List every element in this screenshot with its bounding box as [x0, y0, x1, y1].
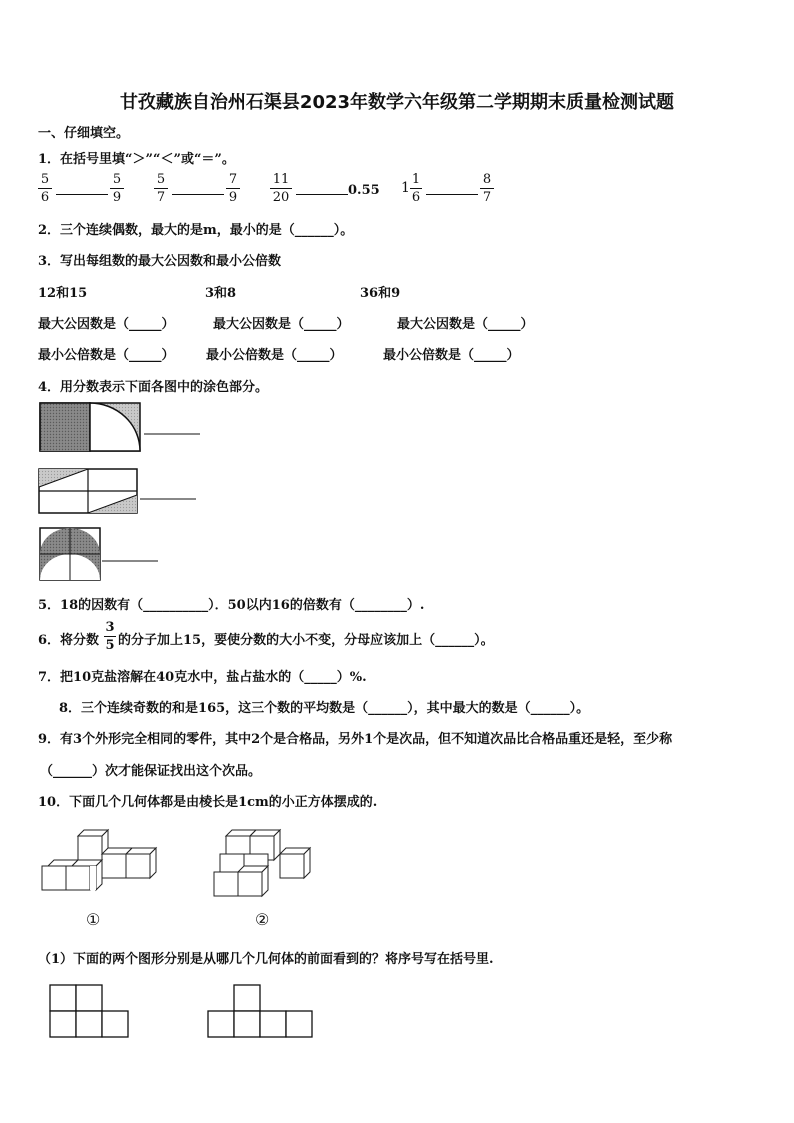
- numerator: 3: [105, 620, 115, 635]
- question-9-line-1: 9．有3个外形完全相同的零件，其中2个是合格品，另外1个是次品，但不知道次品比合格品重还是轻，至少称: [38, 732, 673, 747]
- question-6-before: 6．将分数: [38, 633, 100, 648]
- denominator: 6: [40, 190, 50, 205]
- question-4: 4．用分数表示下面各图中的涂色部分。: [38, 380, 269, 395]
- q3-lcm-1: 最小公倍数是（_____）: [38, 348, 175, 363]
- q1-fraction-a1: [38, 172, 52, 205]
- denominator: 9: [112, 190, 122, 205]
- q1-blank-4[interactable]: [426, 194, 478, 195]
- q3-gcf-3: 最大公因数是（_____）: [397, 317, 534, 332]
- denominator: 9: [228, 190, 238, 205]
- q1-blank-2[interactable]: [172, 194, 224, 195]
- q1-whole-number: 1: [401, 180, 410, 196]
- question-10: 10．下面几个几何体都是由棱长是1cm的小正方体摆成的.: [38, 795, 378, 810]
- numerator: 8: [482, 172, 492, 187]
- q1-fraction-b4: [480, 172, 494, 205]
- denominator: 20: [272, 190, 290, 205]
- section-heading: 一、仔细填空。: [38, 126, 130, 141]
- q4-figure-3: [40, 528, 160, 582]
- question-5: 5．18的因数有（__________）．50以内16的倍数有（________）.: [38, 598, 425, 613]
- question-6-after: 的分子加上15，要使分数的大小不变，分母应该加上（______）。: [118, 633, 494, 648]
- q3-group-1: 12和15: [38, 286, 88, 301]
- question-2: 2．三个连续偶数，最大的是m，最小的是（______）。: [38, 223, 354, 238]
- q3-lcm-2: 最小公倍数是（_____）: [206, 348, 343, 363]
- q4-figure-2: [38, 467, 198, 517]
- question-1: 1．在括号里填“＞”“＜”或“＝”。: [38, 152, 235, 167]
- q10-front-view-1: [50, 985, 130, 1039]
- question-9-line-2: （______）次才能保证找出这个次品。: [40, 764, 262, 779]
- denominator: 7: [482, 190, 492, 205]
- q1-decimal: 0.55: [348, 183, 380, 198]
- q4-figure-1: [40, 403, 200, 453]
- denominator: 5: [105, 638, 115, 653]
- q3-gcf-1: 最大公因数是（_____）: [38, 317, 175, 332]
- q1-blank-3[interactable]: [296, 194, 348, 195]
- q3-group-3: 36和9: [360, 286, 401, 301]
- q6-fraction: [104, 620, 116, 653]
- page-title: 甘孜藏族自治州石渠县2023年数学六年级第二学期期末质量检测试题: [119, 92, 675, 113]
- q10-front-view-2: [208, 985, 314, 1039]
- q1-fraction-a2: [154, 172, 168, 205]
- q10-solid-1: [42, 826, 162, 896]
- question-10-sub-1: （1）下面的两个图形分别是从哪几个几何体的前面看到的？将序号写在括号里.: [38, 952, 494, 967]
- numerator: 1: [411, 172, 421, 187]
- numerator: 5: [40, 172, 50, 187]
- question-8: 8．三个连续奇数的和是165，这三个数的平均数是（______），其中最大的数是（______）。: [59, 701, 590, 716]
- q3-lcm-3: 最小公倍数是（_____）: [383, 348, 520, 363]
- numerator: 11: [272, 172, 290, 187]
- q1-fraction-b2: [226, 172, 240, 205]
- question-3: 3．写出每组数的最大公因数和最小公倍数: [38, 254, 282, 269]
- q10-label-1: ①: [86, 910, 101, 929]
- denominator: 7: [156, 190, 166, 205]
- q3-group-2: 3和8: [205, 286, 237, 301]
- q1-fraction-a4: [410, 172, 422, 205]
- q3-gcf-2: 最大公因数是（_____）: [213, 317, 350, 332]
- numerator: 7: [228, 172, 238, 187]
- q10-solid-2: [212, 826, 322, 900]
- q1-blank-1[interactable]: [56, 194, 108, 195]
- question-7: 7．把10克盐溶解在40克水中，盐占盐水的（_____）%.: [38, 670, 367, 685]
- numerator: 5: [156, 172, 166, 187]
- q10-label-2: ②: [255, 910, 270, 929]
- denominator: 6: [411, 190, 421, 205]
- q1-fraction-a3: [270, 172, 292, 205]
- numerator: 5: [112, 172, 122, 187]
- q1-fraction-b1: [110, 172, 124, 205]
